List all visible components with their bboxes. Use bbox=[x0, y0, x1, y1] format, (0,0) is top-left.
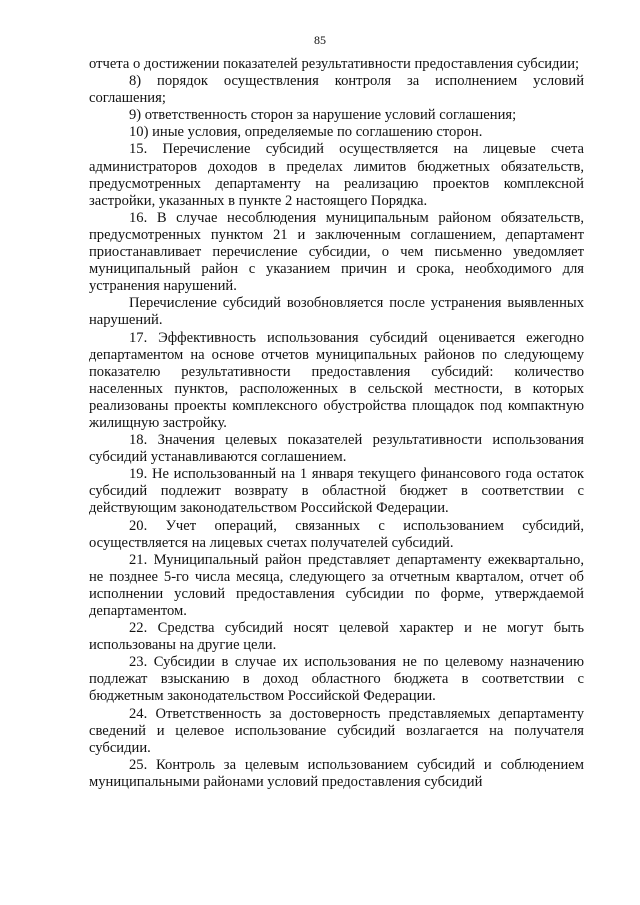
paragraph: 19. Не использованный на 1 января текущего финансового года остаток субсидий подлежит возврату в областной бюджет в соответствии с действующим законодательством Российской Федерации. bbox=[89, 466, 584, 517]
paragraph: 18. Значения целевых показателей результативности использования субсидий устанавливаются соглашением. bbox=[89, 432, 584, 466]
paragraph: 8) порядок осуществления контроля за исполнением условий соглашения; bbox=[89, 73, 584, 107]
paragraph: 24. Ответственность за достоверность представляемых департаменту сведений и целевое использование субсидий возлагается на получателя субсидии. bbox=[89, 705, 584, 756]
document-body bbox=[89, 56, 584, 791]
paragraph: 17. Эффективность использования субсидий оценивается ежегодно департаментом на основе отчетов муниципальных районов по следующему показателю результативности предоставления субсидий: количество населенных пунктов, расположенных в сельской местности, в которых реализованы проекты комплексного обустройства площадок под компактную жилищную застройку. bbox=[89, 329, 584, 431]
paragraph: 25. Контроль за целевым использованием субсидий и соблюдением муниципальными районами условий предоставления субсидий bbox=[89, 756, 584, 790]
paragraph: 22. Средства субсидий носят целевой характер и не могут быть использованы на другие цели. bbox=[89, 620, 584, 654]
paragraph: Перечисление субсидий возобновляется после устранения выявленных нарушений. bbox=[89, 295, 584, 329]
paragraph: 10) иные условия, определяемые по соглашению сторон. bbox=[129, 124, 483, 141]
paragraph: 20. Учет операций, связанных с использованием субсидий, осуществляется на лицевых счетах получателей субсидий. bbox=[89, 517, 584, 551]
paragraph: 16. В случае несоблюдения муниципальным районом обязательств, предусмотренных пунктом 21 и заключенным соглашением, департамент приостанавливает перечисление субсидии, о чем письменно уведомляет муниципальный район с указанием причин и срока, необходимого для устранения нарушений. bbox=[89, 209, 584, 295]
paragraph: 23. Субсидии в случае их использования не по целевому назначению подлежат взысканию в доход областного бюджета в соответствии с бюджетным законодательством Российской Федерации. bbox=[89, 654, 584, 705]
page-number: 85 bbox=[314, 33, 326, 47]
paragraph: 21. Муниципальный район представляет департаменту ежеквартально, не позднее 5-го числа месяца, следующего за отчетным кварталом, отчет об исполнении условий предоставления субсидии по форме, утверждаемой департаментом. bbox=[89, 551, 584, 619]
paragraph: 9) ответственность сторон за нарушение условий соглашения; bbox=[129, 107, 517, 124]
paragraph: отчета о достижении показателей результативности предоставления субсидии; bbox=[89, 56, 580, 72]
paragraph: 15. Перечисление субсидий осуществляется на лицевые счета администраторов доходов в пределах лимитов бюджетных обязательств, предусмотренных департаменту на реализацию проектов комплексной застройки, указанных в пункте 2 настоящего Порядка. bbox=[89, 141, 584, 209]
